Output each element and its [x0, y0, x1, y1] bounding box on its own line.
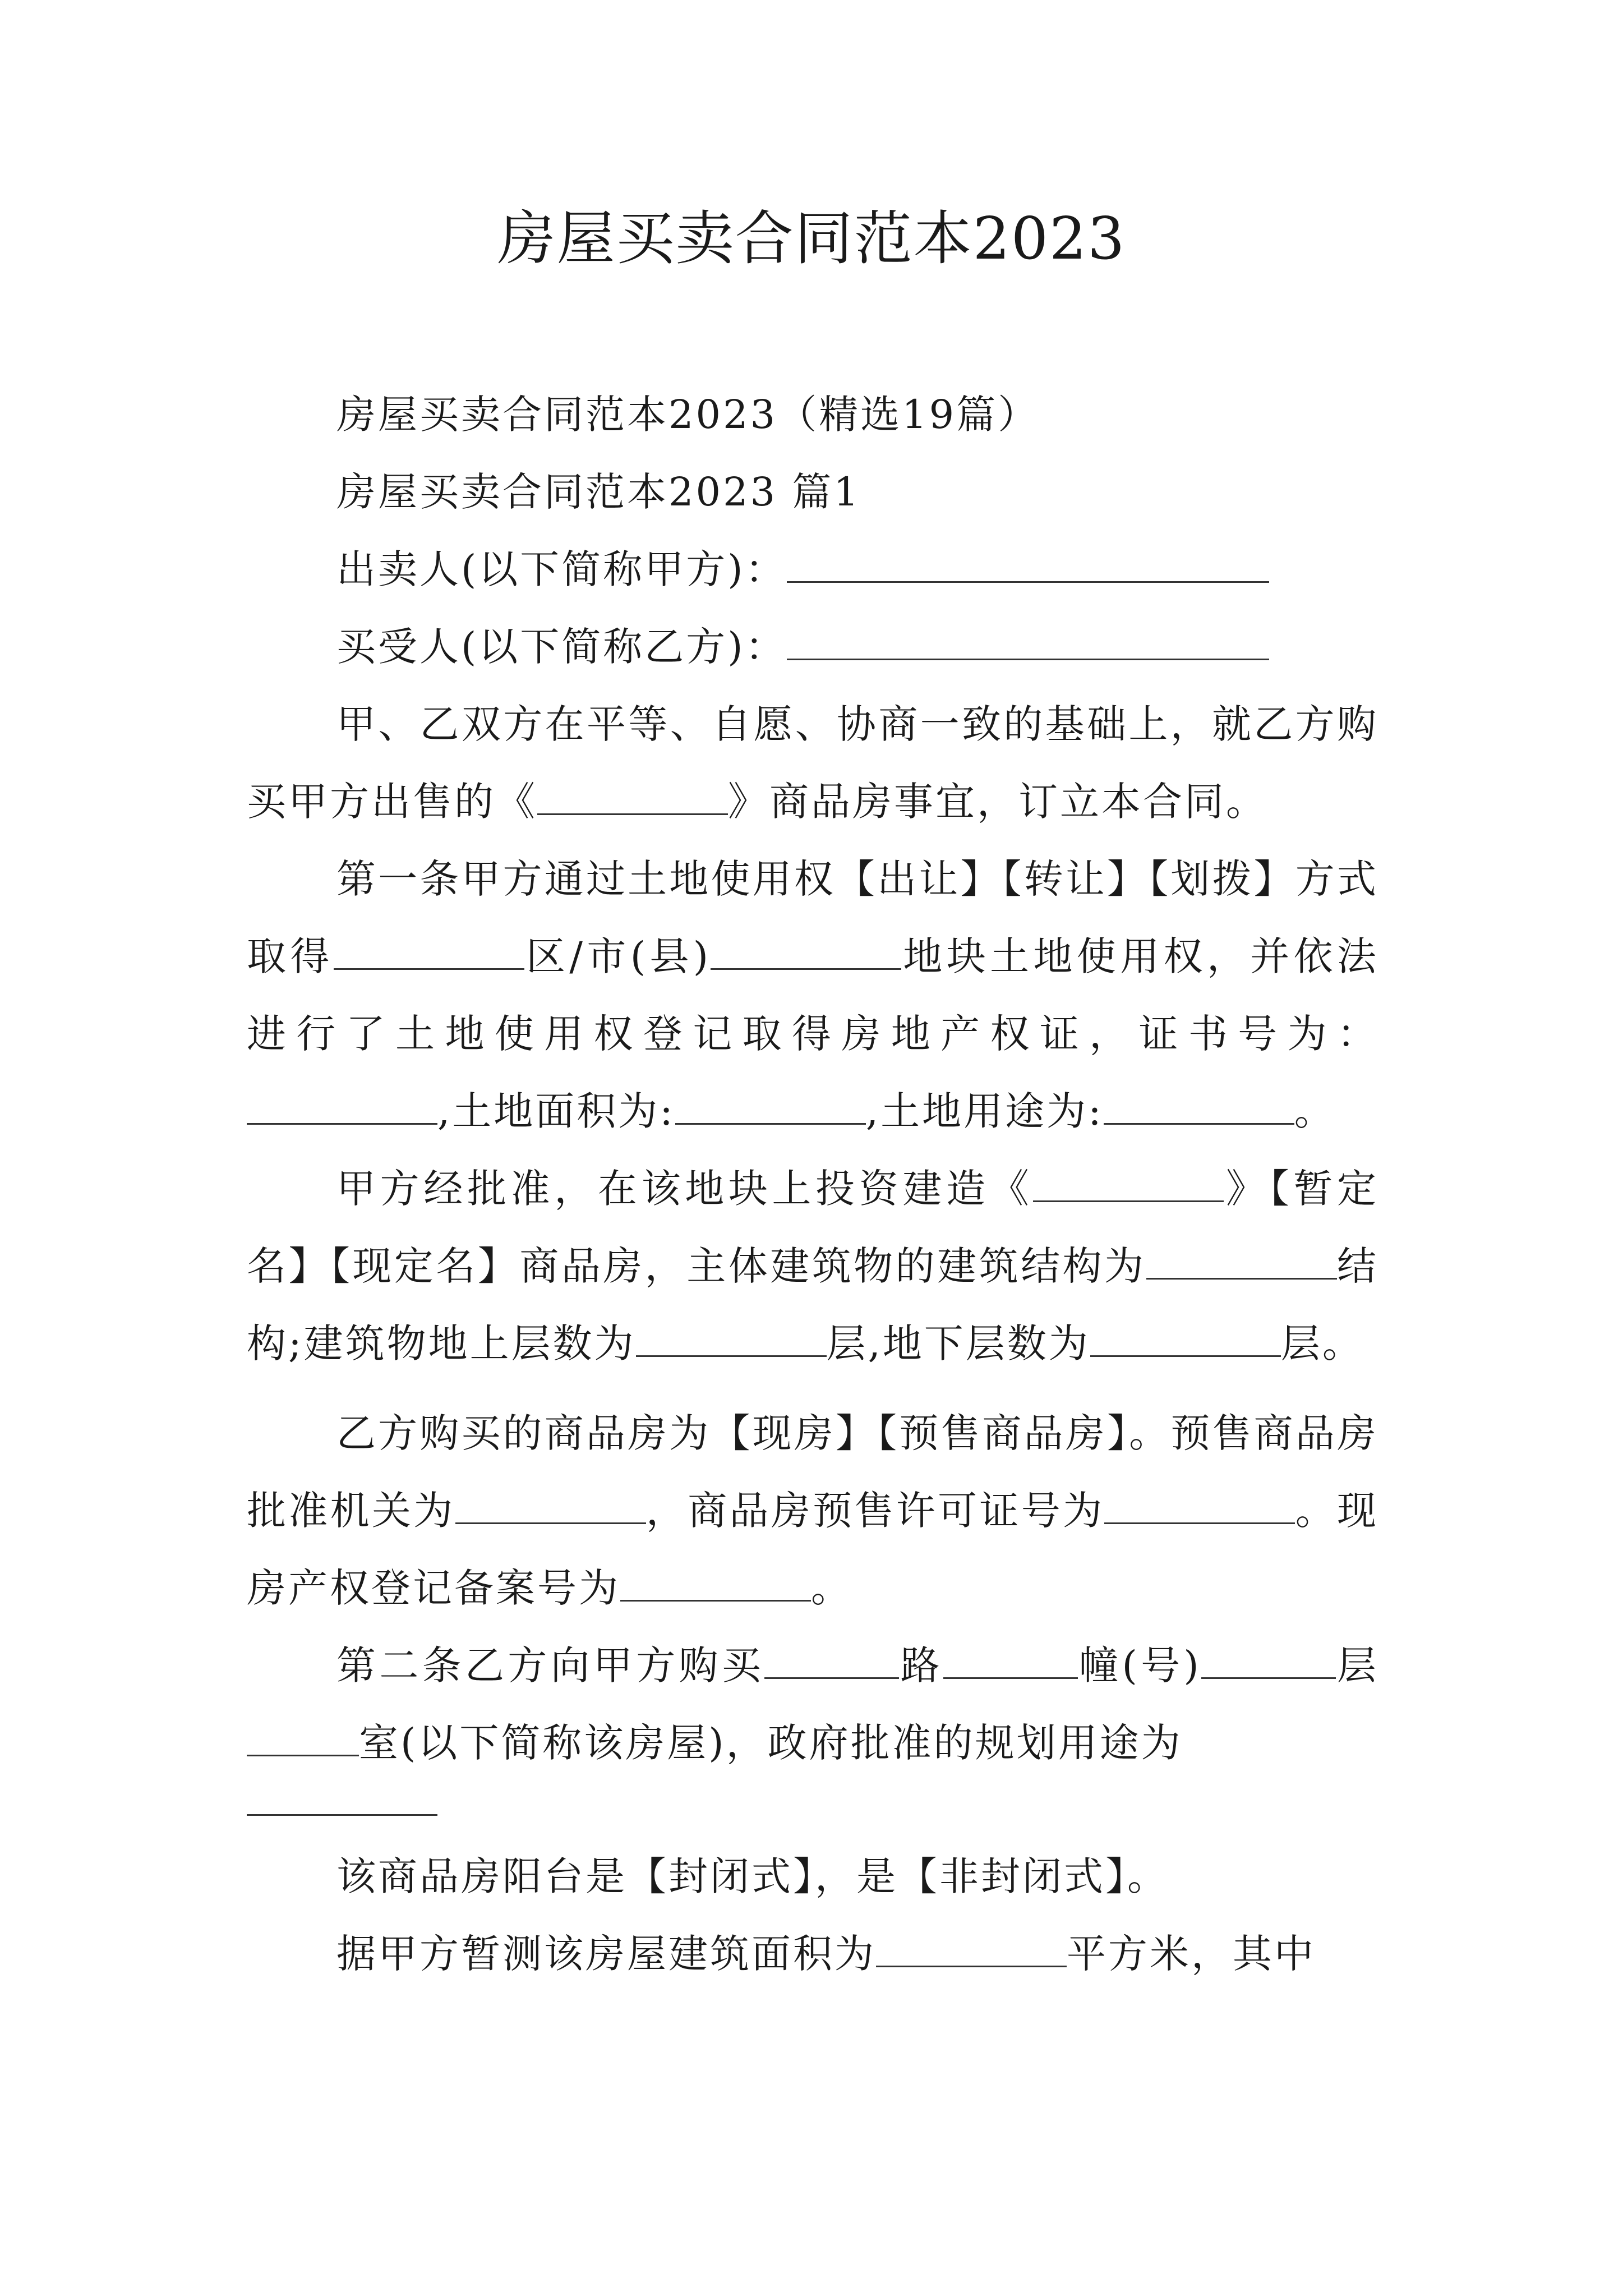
document-body [247, 376, 1378, 1993]
presale-text-b: ，商品房预售许可证号为 [645, 1488, 1105, 1534]
floor-blank [1201, 1645, 1336, 1679]
area-text-b: 平方米，其中 [1067, 1931, 1316, 1977]
preamble-text-b: 》商品房事宜，订立本合同。 [728, 779, 1267, 825]
approval-authority-blank [455, 1490, 646, 1524]
presale-text-c: 。现房产权登记备案号为 [247, 1488, 1379, 1611]
article-1-text-e: ,土地用途为: [865, 1088, 1104, 1134]
plot-blank [711, 936, 901, 970]
article-2-text-b: 路 [899, 1642, 943, 1688]
construction-text-b: 》【暂定名】【现定名】商品房，主体建筑物的建筑结构为 [247, 1166, 1379, 1289]
article-1-text-d: ,土地面积为: [437, 1088, 675, 1134]
planned-use-blank-line [247, 1782, 1378, 1838]
presale-permit-blank [1104, 1490, 1295, 1524]
paragraph-article-2 [247, 1627, 1378, 1782]
road-blank [764, 1645, 899, 1679]
document-title: 房屋买卖合同范本2023 [497, 204, 1126, 273]
floors-below-blank [1090, 1323, 1281, 1357]
article-1-text-c: 地块土地使用权，并依法进行了土地使用权登记取得房地产权证，证书号为： [247, 933, 1379, 1057]
article-2-text-e: 室(以下简称该房屋)，政府批准的规划用途为 [359, 1720, 1183, 1766]
paragraph-presale [247, 1395, 1378, 1627]
paragraph-balcony: 该商品房阳台是【封闭式】，是【非封闭式】。 [336, 1853, 1169, 1899]
floors-above-blank [636, 1323, 827, 1357]
paragraph-article-1 [247, 840, 1378, 1150]
buyer-blank [787, 626, 1269, 660]
district-blank [334, 936, 524, 970]
preamble-text-a: 甲、乙双方在平等、自愿、协商一致的基础上，就乙方购买甲方出售的《 [247, 701, 1378, 825]
property-name-blank [537, 781, 728, 815]
building-name-blank [1033, 1168, 1224, 1202]
construction-text-e: 层。 [1280, 1320, 1364, 1366]
article-2-text-d: 层 [1335, 1642, 1379, 1688]
building-area-blank [876, 1933, 1067, 1967]
paragraph-area [247, 1915, 1378, 1993]
building-number-blank [943, 1645, 1078, 1679]
area-text-a: 据甲方暂测该房屋建筑面积为 [336, 1931, 876, 1977]
land-area-blank [675, 1091, 866, 1125]
article-1-text-f: 。 [1294, 1088, 1336, 1134]
registration-number-blank [620, 1567, 811, 1602]
land-use-blank [1104, 1091, 1294, 1125]
buyer-label: 买受人(以下简称乙方)： [336, 624, 787, 670]
paragraph-subtitle: 房屋买卖合同范本2023（精选19篇） [336, 392, 1040, 438]
paragraph-seller [247, 531, 1378, 608]
planned-use-blank [247, 1782, 437, 1816]
paragraph-preamble [247, 685, 1378, 840]
presale-text-a: 乙方购买的商品房为【现房】【预售商品房】。预售商品房批准机关为 [247, 1410, 1378, 1534]
article-1-text-a: 第一条甲方通过土地使用权【出让】【转让】【划拨】方式取得 [247, 856, 1378, 979]
structure-type-blank [1146, 1245, 1337, 1280]
construction-text-c: 结构;建筑物地上层数为 [247, 1243, 1379, 1366]
article-1-text-b: 区/市(县) [524, 933, 711, 979]
article-2-text-c: 幢(号) [1077, 1642, 1201, 1688]
paragraph-construction [247, 1150, 1378, 1382]
certificate-number-blank [247, 1091, 437, 1125]
seller-blank [787, 549, 1269, 583]
paragraph-section-heading: 房屋买卖合同范本2023 篇1 [336, 469, 861, 515]
article-2-text-a: 第二条乙方向甲方购买 [336, 1642, 765, 1688]
construction-text-a: 甲方经批准，在该地块上投资建造《 [336, 1166, 1034, 1212]
paragraph-buyer [247, 608, 1378, 685]
seller-label: 出卖人(以下简称甲方)： [336, 546, 787, 592]
room-blank [247, 1722, 359, 1756]
construction-text-d: 层,地下层数为 [826, 1320, 1090, 1366]
presale-text-d: 。 [811, 1565, 852, 1611]
